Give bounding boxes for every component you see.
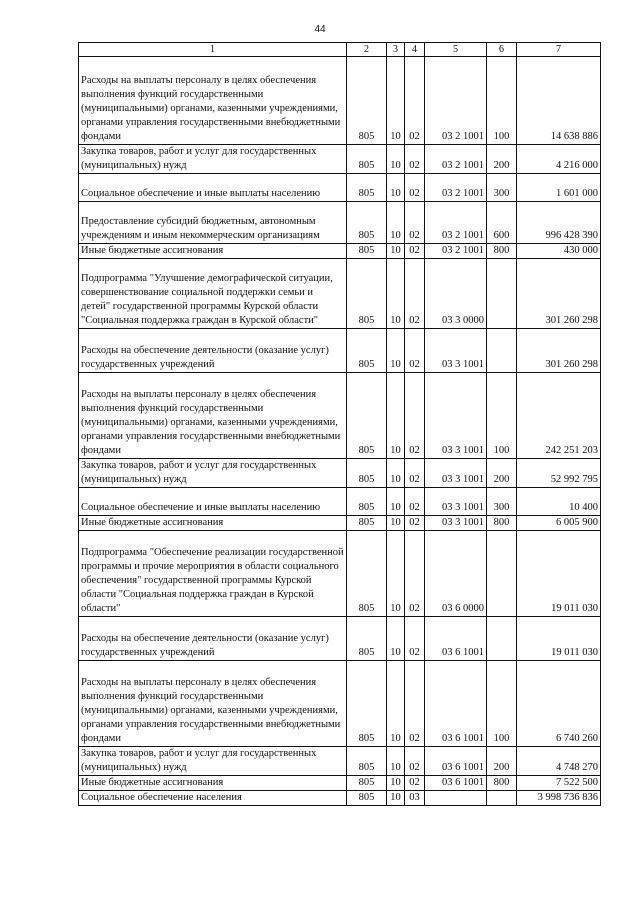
row-subsection: 02 — [405, 174, 425, 202]
row-section: 10 — [387, 747, 405, 776]
row-name: Расходы на выплаты персоналу в целях обеспечения выполнения функций государственными (муниципальными) органами, казенными учреждениями, органами управления государственными внебюджетными фондами — [79, 373, 347, 459]
table-row — [79, 57, 601, 145]
header-cell: 6 — [487, 43, 517, 57]
row-article: 03 6 1001 — [425, 617, 487, 661]
row-code: 805 — [347, 244, 387, 259]
row-article: 03 3 1001 — [425, 516, 487, 531]
row-section: 10 — [387, 459, 405, 488]
page-number: 44 — [314, 24, 326, 35]
row-name: Подпрограмма "Улучшение демографической ситуации, совершенствование социальной поддержки семьи и детей" государственной программы Курской области "Социальная поддержка граждан в Курской области" — [79, 259, 347, 329]
row-subsection: 02 — [405, 459, 425, 488]
row-code: 805 — [347, 329, 387, 373]
table-row — [79, 373, 601, 459]
row-section: 10 — [387, 145, 405, 174]
header-cell: 2 — [347, 43, 387, 57]
row-subsection: 03 — [405, 791, 425, 806]
row-name: Подпрограмма "Обеспечение реализации государственной программы и прочие мероприятия в области социального обеспечения" государственной программы Курской области "Социальная поддержка граждан в Курской области" — [79, 531, 347, 617]
row-name: Иные бюджетные ассигнования — [79, 516, 347, 531]
row-name: Предоставление субсидий бюджетным, автономным учреждениям и иным некоммерческим организациям — [79, 202, 347, 244]
row-subsection: 02 — [405, 776, 425, 791]
row-amount: 242 251 203 — [517, 373, 601, 459]
row-code: 805 — [347, 259, 387, 329]
row-amount: 4 748 270 — [517, 747, 601, 776]
row-subsection: 02 — [405, 244, 425, 259]
table-row — [79, 776, 601, 791]
header-cell: 3 — [387, 43, 405, 57]
row-code: 805 — [347, 747, 387, 776]
table-row — [79, 747, 601, 776]
row-expense-type: 100 — [487, 373, 517, 459]
row-expense-type: 200 — [487, 145, 517, 174]
row-section: 10 — [387, 661, 405, 747]
row-amount: 430 000 — [517, 244, 601, 259]
row-expense-type: 800 — [487, 776, 517, 791]
row-section: 10 — [387, 617, 405, 661]
table-row — [79, 617, 601, 661]
row-name: Закупка товаров, работ и услуг для государственных (муниципальных) нужд — [79, 459, 347, 488]
row-article: 03 3 0000 — [425, 259, 487, 329]
row-article: 03 6 1001 — [425, 776, 487, 791]
row-expense-type: 800 — [487, 516, 517, 531]
header-cell: 4 — [405, 43, 425, 57]
row-amount: 301 260 298 — [517, 329, 601, 373]
row-code: 805 — [347, 145, 387, 174]
row-name: Закупка товаров, работ и услуг для государственных (муниципальных) нужд — [79, 145, 347, 174]
row-code: 805 — [347, 791, 387, 806]
row-expense-type: 100 — [487, 661, 517, 747]
row-subsection: 02 — [405, 747, 425, 776]
row-article: 03 3 1001 — [425, 373, 487, 459]
row-expense-type: 100 — [487, 57, 517, 145]
row-name: Закупка товаров, работ и услуг для государственных (муниципальных) нужд — [79, 747, 347, 776]
row-article: 03 2 1001 — [425, 57, 487, 145]
row-section: 10 — [387, 516, 405, 531]
row-name: Расходы на обеспечение деятельности (оказание услуг) государственных учреждений — [79, 617, 347, 661]
row-subsection: 02 — [405, 531, 425, 617]
row-article: 03 3 1001 — [425, 329, 487, 373]
row-amount: 6 005 900 — [517, 516, 601, 531]
row-name: Социальное обеспечение и иные выплаты населению — [79, 488, 347, 516]
row-code: 805 — [347, 174, 387, 202]
row-expense-type — [487, 329, 517, 373]
row-code: 805 — [347, 531, 387, 617]
row-amount: 3 998 736 836 — [517, 791, 601, 806]
row-subsection: 02 — [405, 145, 425, 174]
row-code: 805 — [347, 57, 387, 145]
row-expense-type — [487, 531, 517, 617]
table-row — [79, 791, 601, 806]
row-subsection: 02 — [405, 516, 425, 531]
table-row — [79, 202, 601, 244]
row-article: 03 3 1001 — [425, 459, 487, 488]
row-section: 10 — [387, 531, 405, 617]
row-amount: 14 638 886 — [517, 57, 601, 145]
row-name: Социальное обеспечение и иные выплаты населению — [79, 174, 347, 202]
row-expense-type: 300 — [487, 488, 517, 516]
row-subsection: 02 — [405, 617, 425, 661]
row-amount: 996 428 390 — [517, 202, 601, 244]
row-article — [425, 791, 487, 806]
row-section: 10 — [387, 373, 405, 459]
row-amount: 19 011 030 — [517, 531, 601, 617]
row-code: 805 — [347, 202, 387, 244]
row-expense-type — [487, 259, 517, 329]
row-code: 805 — [347, 459, 387, 488]
row-expense-type: 200 — [487, 747, 517, 776]
row-section: 10 — [387, 791, 405, 806]
row-expense-type: 800 — [487, 244, 517, 259]
row-section: 10 — [387, 244, 405, 259]
row-amount: 301 260 298 — [517, 259, 601, 329]
row-code: 805 — [347, 516, 387, 531]
row-subsection: 02 — [405, 57, 425, 145]
row-section: 10 — [387, 202, 405, 244]
row-amount: 4 216 000 — [517, 145, 601, 174]
row-subsection: 02 — [405, 661, 425, 747]
row-expense-type: 200 — [487, 459, 517, 488]
row-expense-type — [487, 791, 517, 806]
table-row — [79, 244, 601, 259]
table-row — [79, 531, 601, 617]
header-row — [79, 43, 601, 57]
table-row — [79, 174, 601, 202]
row-article: 03 6 1001 — [425, 747, 487, 776]
row-expense-type — [487, 617, 517, 661]
header-cell: 7 — [517, 43, 601, 57]
row-name: Расходы на обеспечение деятельности (оказание услуг) государственных учреждений — [79, 329, 347, 373]
table-row — [79, 488, 601, 516]
row-name: Расходы на выплаты персоналу в целях обеспечения выполнения функций государственными (муниципальными) органами, казенными учреждениями, органами управления государственными внебюджетными фондами — [79, 57, 347, 145]
row-name: Иные бюджетные ассигнования — [79, 244, 347, 259]
row-article: 03 6 0000 — [425, 531, 487, 617]
row-section: 10 — [387, 329, 405, 373]
row-subsection: 02 — [405, 373, 425, 459]
row-section: 10 — [387, 259, 405, 329]
row-section: 10 — [387, 57, 405, 145]
row-code: 805 — [347, 373, 387, 459]
table-row — [79, 459, 601, 488]
row-name: Расходы на выплаты персоналу в целях обеспечения выполнения функций государственными (муниципальными) органами, казенными учреждениями, органами управления государственными внебюджетными фондами — [79, 661, 347, 747]
table-row — [79, 145, 601, 174]
row-section: 10 — [387, 488, 405, 516]
table-row — [79, 259, 601, 329]
row-article: 03 3 1001 — [425, 488, 487, 516]
row-article: 03 2 1001 — [425, 244, 487, 259]
row-amount: 6 740 260 — [517, 661, 601, 747]
row-amount: 19 011 030 — [517, 617, 601, 661]
row-subsection: 02 — [405, 259, 425, 329]
row-article: 03 2 1001 — [425, 202, 487, 244]
table-row — [79, 661, 601, 747]
budget-table — [78, 42, 601, 806]
row-article: 03 6 1001 — [425, 661, 487, 747]
table-row — [79, 516, 601, 531]
row-article: 03 2 1001 — [425, 174, 487, 202]
row-code: 805 — [347, 776, 387, 791]
row-amount: 1 601 000 — [517, 174, 601, 202]
row-amount: 10 400 — [517, 488, 601, 516]
row-section: 10 — [387, 174, 405, 202]
header-cell: 1 — [79, 43, 347, 57]
row-subsection: 02 — [405, 329, 425, 373]
row-section: 10 — [387, 776, 405, 791]
row-code: 805 — [347, 488, 387, 516]
row-code: 805 — [347, 661, 387, 747]
row-expense-type: 300 — [487, 174, 517, 202]
row-expense-type: 600 — [487, 202, 517, 244]
row-amount: 7 522 500 — [517, 776, 601, 791]
header-cell: 5 — [425, 43, 487, 57]
row-article: 03 2 1001 — [425, 145, 487, 174]
row-name: Иные бюджетные ассигнования — [79, 776, 347, 791]
row-name: Социальное обеспечение населения — [79, 791, 347, 806]
row-subsection: 02 — [405, 202, 425, 244]
row-subsection: 02 — [405, 488, 425, 516]
table-row — [79, 329, 601, 373]
row-amount: 52 992 795 — [517, 459, 601, 488]
row-code: 805 — [347, 617, 387, 661]
